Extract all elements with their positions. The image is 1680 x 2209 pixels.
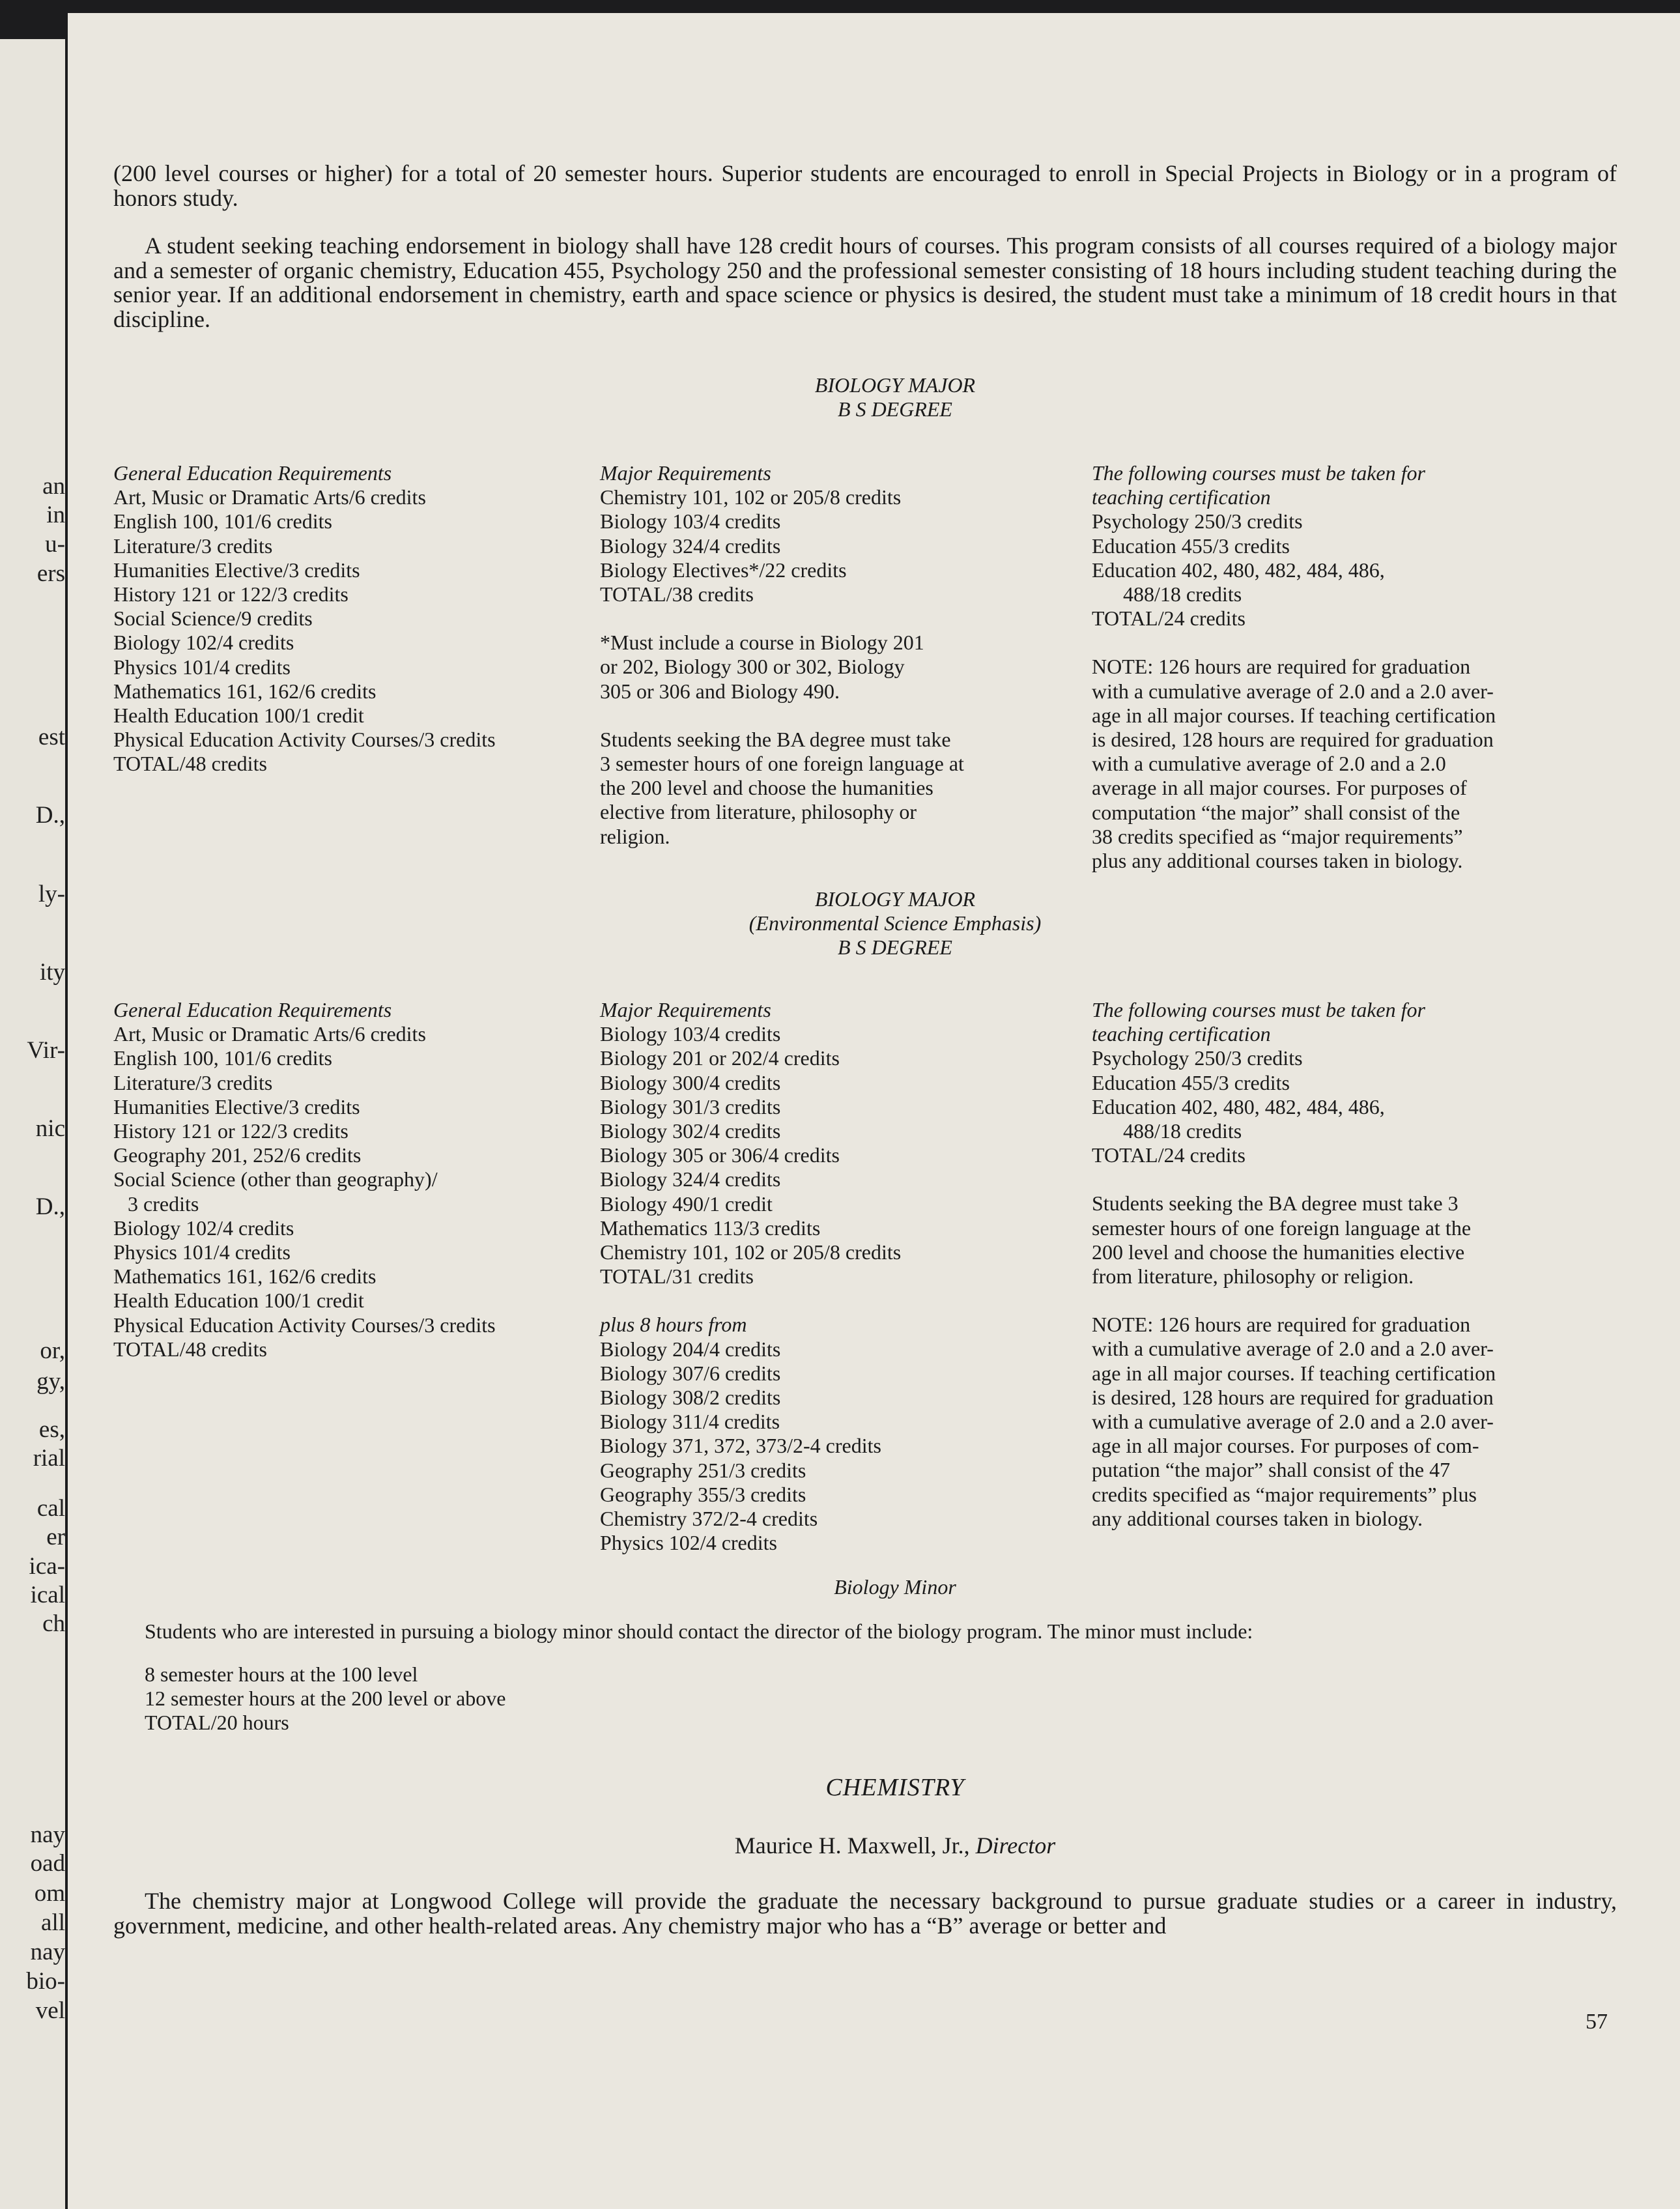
certification-column: [1092, 998, 1632, 1531]
major-item: Biology 305 or 306/4 credits: [600, 1143, 840, 1167]
elective-item: Biology 371, 372, 373/2-4 credits: [600, 1434, 881, 1458]
footnote-line: 305 or 306 and Biology 490.: [600, 679, 840, 703]
note-line: any additional courses taken in biology.: [1092, 1506, 1423, 1530]
note-line: with a cumulative average of 2.0 and a 2.0 aver-: [1092, 1337, 1494, 1361]
ba-note-line: religion.: [600, 824, 670, 848]
note-line: computation “the major” shall consist of the: [1092, 800, 1460, 824]
gen-ed-item: Physics 101/4 credits: [113, 1240, 291, 1264]
facing-page-fragment: bio-: [26, 1968, 65, 1995]
gen-ed-item: Biology 102/4 credits: [113, 1216, 294, 1240]
gen-ed-item: English 100, 101/6 credits: [113, 1046, 332, 1070]
gen-ed-total: TOTAL/48 credits: [113, 752, 267, 776]
chemistry-title: CHEMISTRY: [825, 1774, 965, 1801]
gen-ed-item: Humanities Elective/3 credits: [113, 1094, 360, 1119]
facing-page-fragment: nay: [30, 1939, 65, 1965]
cert-item: 488/18 credits: [1123, 582, 1242, 606]
biology-major-title: BIOLOGY MAJOR: [814, 373, 976, 397]
minor-total: TOTAL/20 hours: [145, 1711, 289, 1735]
gen-ed-item: History 121 or 122/3 credits: [113, 1119, 349, 1143]
cert-item: Education 455/3 credits: [1092, 534, 1290, 558]
elective-item: Biology 307/6 credits: [600, 1361, 781, 1385]
major-requirements-column: [600, 998, 1069, 1555]
facing-page-edge: [0, 39, 65, 2209]
director-role: Director: [975, 1832, 1056, 1859]
major-item: Biology Electives*/22 credits: [600, 558, 847, 582]
ba-note-line: Students seeking the BA degree must take: [600, 727, 951, 751]
minor-intro: Students who are interested in pursuing a biology minor should contact the director of the biology program. The minor must include:: [145, 1619, 1253, 1643]
gen-ed-item: Physical Education Activity Courses/3 credits: [113, 728, 496, 752]
facing-page-fragment: Vir-: [27, 1037, 65, 1064]
gen-ed-item: Social Science (other than geography)/: [113, 1167, 438, 1191]
facing-page-fragment: om: [34, 1880, 65, 1907]
emphasis-subtitle: (Environmental Science Emphasis): [748, 911, 1042, 935]
elective-item: Physics 102/4 credits: [600, 1531, 777, 1555]
facing-page-fragment: D.,: [35, 802, 65, 829]
cert-heading: teaching certification: [1092, 485, 1271, 509]
gen-ed-item: Biology 102/4 credits: [113, 631, 294, 655]
note-line: plus any additional courses taken in biology.: [1092, 849, 1463, 873]
note-line: average in all major courses. For purposes of: [1092, 776, 1467, 800]
major-item: Biology 324/4 credits: [600, 1167, 781, 1191]
gen-ed-item: Mathematics 161, 162/6 credits: [113, 1264, 377, 1289]
facing-page-fragment: nic: [35, 1115, 65, 1142]
major-item: Biology 300/4 credits: [600, 1070, 781, 1094]
degree-title: B S DEGREE: [838, 935, 952, 959]
page-number: 57: [1586, 2010, 1608, 2034]
gen-ed-item: Literature/3 credits: [113, 1070, 273, 1094]
minor-item: 12 semester hours at the 200 level or above: [145, 1687, 506, 1711]
chemistry-director: [524, 1832, 1266, 1859]
ba-note-line: 200 level and choose the humanities elective: [1092, 1240, 1465, 1264]
note-line: credits specified as “major requirements” plus: [1092, 1482, 1477, 1506]
facing-page-fragment: ica-: [29, 1553, 65, 1580]
gen-ed-total: TOTAL/48 credits: [113, 1337, 267, 1361]
minor-list: [145, 1662, 731, 1735]
facing-page-fragment: ers: [36, 560, 65, 587]
elective-item: Biology 308/2 credits: [600, 1386, 781, 1410]
note-line: NOTE: 126 hours are required for graduation: [1092, 655, 1471, 679]
gen-ed-item: English 100, 101/6 credits: [113, 509, 332, 534]
gen-ed-heading: General Education Requirements: [113, 461, 392, 485]
major-heading: Major Requirements: [600, 461, 771, 485]
major-total: TOTAL/31 credits: [600, 1264, 754, 1289]
gen-ed-item: History 121 or 122/3 credits: [113, 582, 349, 606]
note-line: putation “the major” shall consist of the 47: [1092, 1458, 1451, 1482]
cert-item: Psychology 250/3 credits: [1092, 509, 1303, 534]
major-item: Biology 201 or 202/4 credits: [600, 1046, 840, 1070]
ba-note-line: Students seeking the BA degree must take 3: [1092, 1191, 1459, 1216]
major-item: Biology 103/4 credits: [600, 509, 781, 534]
ba-note-line: from literature, philosophy or religion.: [1092, 1264, 1414, 1289]
facing-page-fragment: an: [42, 473, 65, 500]
gen-ed-item: Health Education 100/1 credit: [113, 1289, 364, 1313]
major-item: Biology 103/4 credits: [600, 1022, 781, 1046]
note-line: with a cumulative average of 2.0 and a 2.0: [1092, 752, 1446, 776]
gen-ed-item: Humanities Elective/3 credits: [113, 558, 360, 582]
note-line: age in all major courses. For purposes of com-: [1092, 1434, 1479, 1458]
note-line: 38 credits specified as “major requirements”: [1092, 824, 1463, 848]
note-line: age in all major courses. If teaching certification: [1092, 1361, 1496, 1385]
cert-heading: teaching certification: [1092, 1022, 1271, 1046]
gen-ed-item: Mathematics 161, 162/6 credits: [113, 679, 377, 703]
facing-page-fragment: or,: [40, 1337, 65, 1364]
cert-item: Education 402, 480, 482, 484, 486,: [1092, 1094, 1385, 1119]
major-requirements-column: [600, 461, 1069, 849]
elective-item: Geography 251/3 credits: [600, 1458, 806, 1482]
facing-page-fragment: rial: [33, 1445, 65, 1472]
biology-major-title: BIOLOGY MAJOR: [814, 887, 976, 911]
cert-heading: The following courses must be taken for: [1092, 998, 1425, 1021]
elective-item: Biology 311/4 credits: [600, 1410, 780, 1434]
cert-total: TOTAL/24 credits: [1092, 1143, 1246, 1167]
cert-item: 488/18 credits: [1123, 1119, 1242, 1143]
electives-heading: plus 8 hours from: [600, 1313, 747, 1337]
facing-page-fragment: ch: [42, 1610, 65, 1637]
gen-ed-column: [113, 998, 582, 1361]
facing-page-fragment: ity: [39, 959, 65, 986]
cert-total: TOTAL/24 credits: [1092, 606, 1246, 631]
note-line: NOTE: 126 hours are required for graduation: [1092, 1313, 1471, 1337]
facing-page-fragment: er: [46, 1524, 65, 1550]
gen-ed-item: 3 credits: [128, 1191, 199, 1216]
major-item: Biology 490/1 credit: [600, 1191, 773, 1216]
gen-ed-column: [113, 461, 582, 777]
facing-page-fragment: gy,: [36, 1368, 65, 1395]
facing-page-fragment: est: [38, 724, 65, 750]
gen-ed-item: Literature/3 credits: [113, 534, 273, 558]
major-item: Biology 301/3 credits: [600, 1094, 781, 1119]
certification-column: [1092, 461, 1632, 873]
facing-page-fragment: all: [41, 1909, 65, 1936]
elective-item: Chemistry 372/2-4 credits: [600, 1507, 818, 1531]
elective-item: Biology 204/4 credits: [600, 1337, 781, 1361]
note-line: with a cumulative average of 2.0 and a 2.0 aver-: [1092, 679, 1494, 703]
major-heading: Major Requirements: [600, 998, 771, 1021]
ba-note-line: the 200 level and choose the humanities: [600, 776, 933, 800]
gen-ed-heading: General Education Requirements: [113, 998, 392, 1021]
gen-ed-item: Health Education 100/1 credit: [113, 704, 364, 728]
cert-item: Education 402, 480, 482, 484, 486,: [1092, 558, 1385, 582]
note-line: is desired, 128 hours are required for graduation: [1092, 1385, 1494, 1409]
facing-page-fragment: es,: [38, 1416, 65, 1443]
gen-ed-item: Geography 201, 252/6 credits: [113, 1143, 362, 1167]
elective-item: Geography 355/3 credits: [600, 1482, 806, 1506]
chemistry-paragraph: The chemistry major at Longwood College will provide the graduate the necessary background to pursue graduate studies or a career in industry, government, medicine, and other health-related areas. Any chemistry major who has a “B” average or better and: [113, 1888, 1617, 1939]
director-name: Maurice H. Maxwell, Jr.,: [734, 1832, 970, 1859]
teaching-endorsement-paragraph: A student seeking teaching endorsement in biology shall have 128 credit hours of courses. This program consists of all courses required of a biology major and a semester of organic chemistry, Education 455, Psychology 250 and the professional semester consisting of 18 hours including student teaching during the senior year. If an additional endorsement in chemistry, earth and space science or physics is desired, the student must take a minimum of 18 credit hours in that discipline.: [113, 233, 1617, 332]
gen-ed-item: Art, Music or Dramatic Arts/6 credits: [113, 485, 426, 509]
note-line: with a cumulative average of 2.0 and a 2.0 aver-: [1092, 1410, 1494, 1434]
footnote-line: or 202, Biology 300 or 302, Biology: [600, 655, 905, 679]
major-item: Chemistry 101, 102 or 205/8 credits: [600, 485, 902, 509]
facing-page-fragment: ly-: [38, 881, 65, 907]
facing-page-fragment: in: [46, 502, 65, 528]
facing-page-fragment: nay: [30, 1821, 65, 1848]
facing-page-fragment: u-: [45, 531, 65, 558]
minor-item: 8 semester hours at the 100 level: [145, 1662, 418, 1686]
note-line: age in all major courses. If teaching certification: [1092, 703, 1496, 727]
gen-ed-item: Art, Music or Dramatic Arts/6 credits: [113, 1022, 426, 1046]
cert-item: Psychology 250/3 credits: [1092, 1046, 1303, 1070]
degree-title: B S DEGREE: [838, 397, 952, 421]
major-item: Biology 324/4 credits: [600, 534, 781, 558]
facing-page-fragment: D.,: [35, 1193, 65, 1220]
gen-ed-item: Social Science/9 credits: [113, 606, 313, 631]
gen-ed-item: Physical Education Activity Courses/3 credits: [113, 1313, 496, 1337]
cert-item: Education 455/3 credits: [1092, 1070, 1290, 1094]
ba-note-line: elective from literature, philosophy or: [600, 800, 917, 824]
facing-page-fragment: ical: [30, 1582, 65, 1608]
facing-page-fragment: cal: [36, 1495, 65, 1522]
section-title: [634, 887, 1156, 960]
footnote-line: *Must include a course in Biology 201: [600, 631, 924, 655]
cert-heading: The following courses must be taken for: [1092, 461, 1425, 485]
intro-paragraph: (200 level courses or higher) for a total of 20 semester hours. Superior students are encouraged to enroll in Special Projects in Biology or in a program of honors study.: [113, 160, 1617, 211]
major-item: Chemistry 101, 102 or 205/8 credits: [600, 1240, 902, 1264]
document-page: [68, 13, 1680, 2209]
ba-note-line: semester hours of one foreign language at the: [1092, 1216, 1472, 1240]
major-item: Mathematics 113/3 credits: [600, 1216, 821, 1240]
minor-title: Biology Minor: [834, 1575, 956, 1599]
major-total: TOTAL/38 credits: [600, 582, 754, 606]
gen-ed-item: Physics 101/4 credits: [113, 655, 291, 679]
section-title: [654, 373, 1136, 421]
facing-page-fragment: vel: [35, 1997, 65, 2024]
major-item: Biology 302/4 credits: [600, 1119, 781, 1143]
ba-note-line: 3 semester hours of one foreign language at: [600, 752, 964, 776]
facing-page-fragment: oad: [30, 1850, 65, 1877]
note-line: is desired, 128 hours are required for graduation: [1092, 728, 1494, 752]
